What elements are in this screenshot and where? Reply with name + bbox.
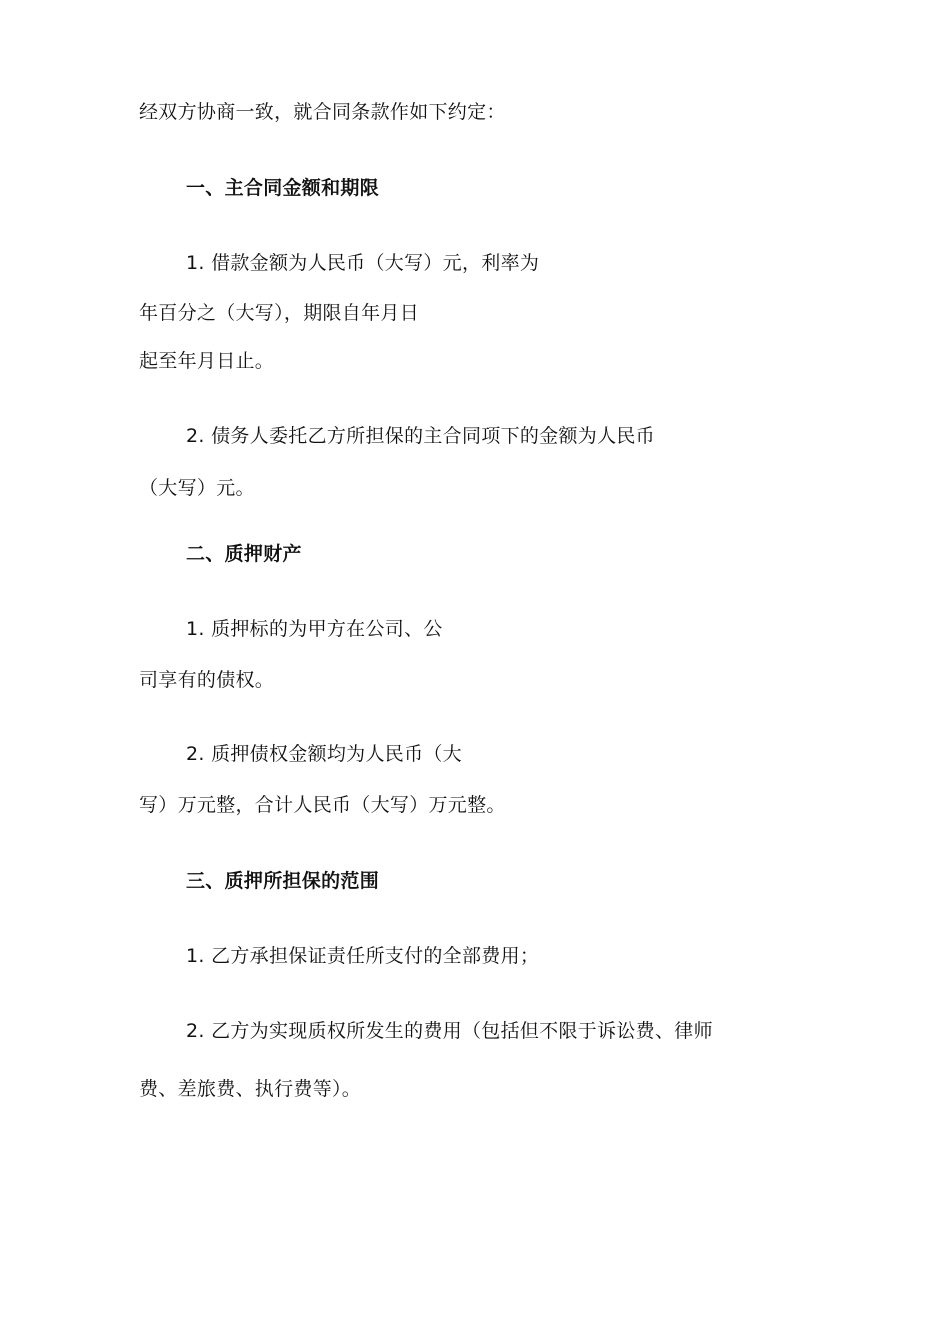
section1-item2-line2: （大写）元。: [139, 477, 255, 499]
section1-item1-line2: 年百分之（大写），期限自年月日: [139, 302, 420, 324]
section3-item1-line1: 1. 乙方承担保证责任所支付的全部费用；: [186, 945, 540, 967]
section-heading-2: 二、质押财产: [186, 543, 302, 565]
section-heading-3: 三、质押所担保的范围: [186, 870, 380, 892]
section2-item2-line2: 写）万元整，合计人民币（大写）万元整。: [139, 794, 506, 816]
section2-item1-line2: 司享有的债权。: [139, 669, 275, 691]
section1-item1-line1: 1. 借款金额为人民币（大写）元，利率为: [186, 252, 540, 274]
section3-item2-line1: 2. 乙方为实现质权所发生的费用（包括但不限于诉讼费、律师: [186, 1020, 713, 1042]
section2-item2-line1: 2. 质押债权金额均为人民币（大: [186, 743, 462, 765]
section2-item1-line1: 1. 质押标的为甲方在公司、公: [186, 618, 443, 640]
section3-item2-line2: 费、差旅费、执行费等）。: [139, 1078, 362, 1100]
section1-item1-line3: 起至年月日止。: [139, 350, 275, 372]
section1-item2-line1: 2. 债务人委托乙方所担保的主合同项下的金额为人民币: [186, 425, 655, 447]
section-heading-1: 一、主合同金额和期限: [186, 177, 380, 199]
intro-text: 经双方协商一致，就合同条款作如下约定：: [139, 101, 506, 123]
